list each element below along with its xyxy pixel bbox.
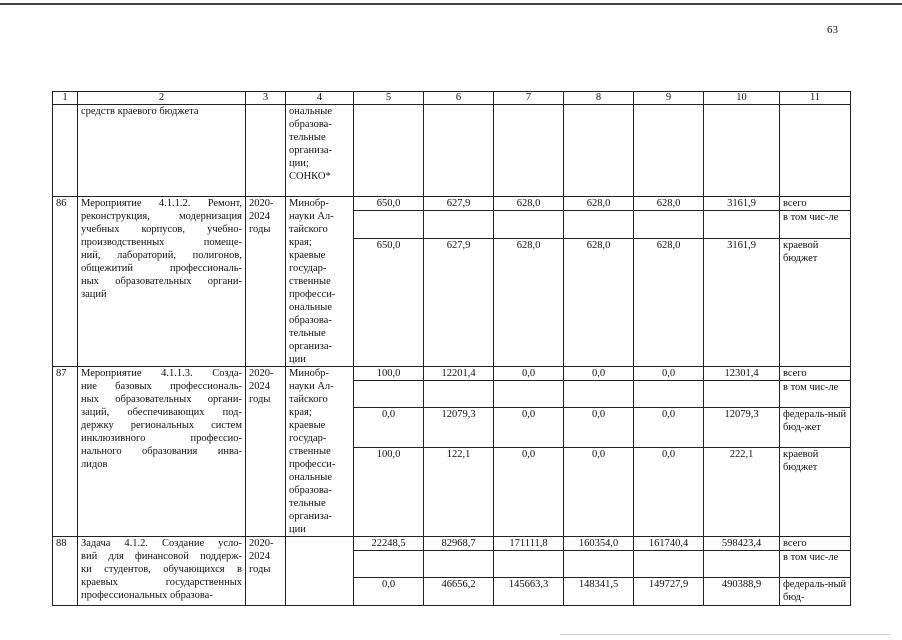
header-cell: 8 bbox=[564, 92, 634, 105]
value-cell: 46656,2 bbox=[424, 578, 494, 606]
funding-source-label: всего bbox=[780, 197, 851, 211]
value-cell bbox=[634, 211, 704, 238]
cell-line: професси- bbox=[289, 289, 336, 300]
cell-line: ции bbox=[289, 524, 306, 535]
funding-source-label: всего bbox=[780, 537, 851, 551]
row-period bbox=[246, 105, 286, 197]
cell-line: реконструкция, модернизация bbox=[81, 211, 242, 222]
row-executor bbox=[286, 197, 354, 367]
value-cell bbox=[704, 551, 780, 578]
table-row bbox=[53, 367, 851, 381]
cell-line: учебных корпусов, учебно- bbox=[81, 224, 242, 235]
value-cell: 0,0 bbox=[634, 448, 704, 537]
value-cell bbox=[704, 381, 780, 408]
value-cell bbox=[424, 211, 494, 238]
value-cell: 0,0 bbox=[564, 367, 634, 381]
value-cell: 628,0 bbox=[634, 238, 704, 366]
cell-line: нального образования инва- bbox=[81, 446, 242, 457]
cell-line: образова- bbox=[289, 119, 332, 130]
header-cell: 3 bbox=[246, 92, 286, 105]
value-cell: 22248,5 bbox=[354, 537, 424, 551]
cell-line: заций bbox=[81, 289, 107, 300]
cell-line: Мероприятие 4.1.1.2. Ремонт, bbox=[81, 198, 242, 209]
value-cell bbox=[354, 105, 424, 197]
scan-bottom-edge bbox=[560, 634, 890, 635]
row-name bbox=[78, 367, 246, 537]
value-cell: 0,0 bbox=[354, 408, 424, 448]
value-cell bbox=[564, 551, 634, 578]
value-cell: 627,9 bbox=[424, 197, 494, 211]
value-cell: 628,0 bbox=[494, 197, 564, 211]
funding-source-label: в том чис-ле bbox=[780, 551, 851, 578]
cell-line: тайского bbox=[289, 224, 328, 235]
cell-line: общежитий профессиональ- bbox=[81, 263, 242, 274]
cell-line: ственные bbox=[289, 276, 331, 287]
cell-line: края; bbox=[289, 407, 312, 418]
row-number: 88 bbox=[53, 537, 78, 606]
funding-source-label: в том чис-ле bbox=[780, 381, 851, 408]
value-cell bbox=[704, 105, 780, 197]
value-cell: 3161,9 bbox=[704, 197, 780, 211]
header-cell: 2 bbox=[78, 92, 246, 105]
cell-line: организа- bbox=[289, 341, 333, 352]
value-cell: 0,0 bbox=[634, 408, 704, 448]
cell-line: организа- bbox=[289, 145, 333, 156]
cell-line: годы bbox=[249, 564, 271, 575]
budget-table bbox=[52, 91, 851, 606]
value-cell: 12079,3 bbox=[704, 408, 780, 448]
cell-line: краевые bbox=[289, 250, 326, 261]
value-cell: 100,0 bbox=[354, 367, 424, 381]
header-cell: 7 bbox=[494, 92, 564, 105]
value-cell: 0,0 bbox=[564, 448, 634, 537]
continuation-row bbox=[53, 105, 851, 197]
value-cell bbox=[494, 381, 564, 408]
header-cell: 6 bbox=[424, 92, 494, 105]
cell-line: организа- bbox=[289, 511, 333, 522]
header-row bbox=[53, 92, 851, 105]
cell-line: професси- bbox=[289, 459, 336, 470]
cell-line: краевых государственных bbox=[81, 577, 242, 588]
cell-line: тайского bbox=[289, 394, 328, 405]
funding-source-label: краевой бюджет bbox=[780, 448, 851, 537]
row-period bbox=[246, 537, 286, 606]
cell-line: годы bbox=[249, 394, 271, 405]
cell-line: ции bbox=[289, 354, 306, 365]
table-row bbox=[53, 197, 851, 211]
cell-line: тельные bbox=[289, 132, 326, 143]
cell-line: ции; bbox=[289, 158, 309, 169]
value-cell: 0,0 bbox=[634, 367, 704, 381]
funding-source-label: федераль-ный бюд- bbox=[780, 578, 851, 606]
value-cell: 490388,9 bbox=[704, 578, 780, 606]
value-cell: 148341,5 bbox=[564, 578, 634, 606]
value-cell bbox=[354, 551, 424, 578]
row-executor bbox=[286, 105, 354, 197]
scan-top-edge bbox=[0, 3, 902, 5]
value-cell: 12079,3 bbox=[424, 408, 494, 448]
cell-line: 2020- bbox=[249, 198, 274, 209]
cell-line: 2020- bbox=[249, 538, 274, 549]
value-cell bbox=[780, 105, 851, 197]
header-cell: 4 bbox=[286, 92, 354, 105]
funding-source-label: краевой бюджет bbox=[780, 238, 851, 366]
cell-line: края; bbox=[289, 237, 312, 248]
value-cell bbox=[564, 381, 634, 408]
cell-line: ональные bbox=[289, 302, 332, 313]
cell-line: 2020- bbox=[249, 368, 274, 379]
cell-line: средств краевого бюджета bbox=[81, 106, 199, 117]
value-cell: 3161,9 bbox=[704, 238, 780, 366]
cell-line: Минобр- bbox=[289, 368, 329, 379]
value-cell bbox=[494, 105, 564, 197]
cell-line: СОНКО* bbox=[289, 171, 331, 182]
value-cell bbox=[424, 381, 494, 408]
value-cell: 628,0 bbox=[564, 238, 634, 366]
cell-line: Мероприятие 4.1.1.3. Созда- bbox=[81, 368, 242, 379]
cell-line: тельные bbox=[289, 328, 326, 339]
cell-line: ки студентов, обучающихся в bbox=[81, 564, 242, 575]
value-cell bbox=[564, 105, 634, 197]
funding-source-label: федераль-ный бюд-жет bbox=[780, 408, 851, 448]
value-cell: 145663,3 bbox=[494, 578, 564, 606]
value-cell bbox=[564, 211, 634, 238]
value-cell bbox=[704, 211, 780, 238]
value-cell: 100,0 bbox=[354, 448, 424, 537]
row-period bbox=[246, 197, 286, 367]
cell-line: Минобр- bbox=[289, 198, 329, 209]
cell-line: государ- bbox=[289, 433, 327, 444]
cell-line: вий для финансовой поддерж- bbox=[81, 551, 242, 562]
header-cell: 10 bbox=[704, 92, 780, 105]
cell-line: профессиональных образова- bbox=[81, 590, 213, 601]
value-cell: 598423,4 bbox=[704, 537, 780, 551]
cell-line: образова- bbox=[289, 315, 332, 326]
cell-line: ственные bbox=[289, 446, 331, 457]
table-body bbox=[53, 92, 851, 606]
value-cell bbox=[634, 551, 704, 578]
page-number: 63 bbox=[827, 24, 838, 36]
cell-line: ональные bbox=[289, 472, 332, 483]
value-cell bbox=[494, 211, 564, 238]
value-cell: 82968,7 bbox=[424, 537, 494, 551]
value-cell: 650,0 bbox=[354, 238, 424, 366]
cell-line: ных образовательных органи- bbox=[81, 394, 242, 405]
cell-line: инклюзивного профессио- bbox=[81, 433, 242, 444]
cell-line: 2024 bbox=[249, 551, 270, 562]
value-cell bbox=[494, 551, 564, 578]
row-number: 86 bbox=[53, 197, 78, 367]
value-cell: 0,0 bbox=[494, 408, 564, 448]
value-cell bbox=[634, 105, 704, 197]
cell-line: 2024 bbox=[249, 211, 270, 222]
cell-line: Задача 4.1.2. Создание усло- bbox=[81, 538, 242, 549]
header-cell: 9 bbox=[634, 92, 704, 105]
cell-line: производственных помеще- bbox=[81, 237, 242, 248]
value-cell bbox=[634, 381, 704, 408]
value-cell bbox=[424, 551, 494, 578]
cell-line: науки Ал- bbox=[289, 381, 334, 392]
value-cell: 0,0 bbox=[494, 448, 564, 537]
row-number: 87 bbox=[53, 367, 78, 537]
row-executor bbox=[286, 537, 354, 606]
value-cell: 122,1 bbox=[424, 448, 494, 537]
cell-line: ние базовых профессиональ- bbox=[81, 381, 242, 392]
value-cell bbox=[354, 211, 424, 238]
funding-source-label: всего bbox=[780, 367, 851, 381]
cell-line: лидов bbox=[81, 459, 108, 470]
value-cell: 628,0 bbox=[494, 238, 564, 366]
cell-line: ных образовательных органи- bbox=[81, 276, 242, 287]
cell-line: государ- bbox=[289, 263, 327, 274]
row-name bbox=[78, 197, 246, 367]
cell-line: краевые bbox=[289, 420, 326, 431]
table-row bbox=[53, 537, 851, 551]
cell-line: держку региональных систем bbox=[81, 420, 242, 431]
value-cell: 160354,0 bbox=[564, 537, 634, 551]
row-period bbox=[246, 367, 286, 537]
value-cell: 222,1 bbox=[704, 448, 780, 537]
cell-line: годы bbox=[249, 224, 271, 235]
row-name bbox=[78, 105, 246, 197]
value-cell: 628,0 bbox=[634, 197, 704, 211]
value-cell: 12201,4 bbox=[424, 367, 494, 381]
value-cell: 650,0 bbox=[354, 197, 424, 211]
cell-line: ональные bbox=[289, 106, 332, 117]
value-cell: 161740,4 bbox=[634, 537, 704, 551]
row-name bbox=[78, 537, 246, 606]
value-cell bbox=[354, 381, 424, 408]
row-executor bbox=[286, 367, 354, 537]
row-number bbox=[53, 105, 78, 197]
value-cell: 628,0 bbox=[564, 197, 634, 211]
value-cell: 171111,8 bbox=[494, 537, 564, 551]
cell-line: 2024 bbox=[249, 381, 270, 392]
value-cell: 149727,9 bbox=[634, 578, 704, 606]
cell-line: заций, обеспечивающих под- bbox=[81, 407, 242, 418]
value-cell: 12301,4 bbox=[704, 367, 780, 381]
funding-source-label: в том чис-ле bbox=[780, 211, 851, 238]
header-cell: 11 bbox=[780, 92, 851, 105]
cell-line: тельные bbox=[289, 498, 326, 509]
cell-line: науки Ал- bbox=[289, 211, 334, 222]
value-cell bbox=[424, 105, 494, 197]
cell-line: образова- bbox=[289, 485, 332, 496]
value-cell: 0,0 bbox=[354, 578, 424, 606]
cell-line: ний, лабораторий, полигонов, bbox=[81, 250, 242, 261]
header-cell: 1 bbox=[53, 92, 78, 105]
value-cell: 0,0 bbox=[564, 408, 634, 448]
header-cell: 5 bbox=[354, 92, 424, 105]
value-cell: 0,0 bbox=[494, 367, 564, 381]
value-cell: 627,9 bbox=[424, 238, 494, 366]
